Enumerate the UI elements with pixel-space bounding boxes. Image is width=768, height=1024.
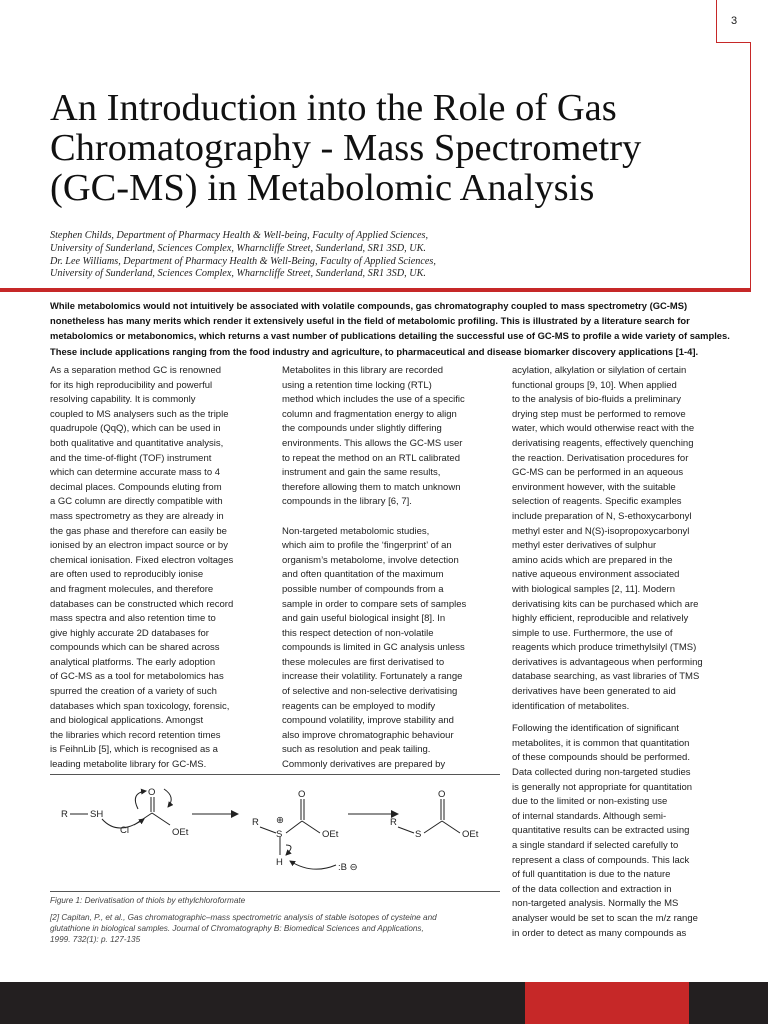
title-line: (GC-MS) in Metabolomic Analysis [50, 167, 595, 209]
text-line: leading metabolite library for GC-MS. [50, 759, 207, 771]
text-line: in order to detect as many compounds as [512, 927, 687, 939]
text-line: selection of reagents. Specific examples [512, 496, 682, 508]
text-line: instrument and gain the same results, [282, 467, 441, 479]
author-affiliations [50, 230, 730, 281]
text-line: native aqueous environment associated [512, 569, 680, 581]
text-line: chemical ionisation. Fixed electron voltages [50, 554, 234, 566]
text-line: methyl ester and N(S)-isopropoxycarbonyl [512, 525, 690, 537]
text-line: highly efficient, reproducible and relatively [512, 613, 689, 625]
page-number: 3 [716, 0, 751, 43]
label-oet: OEt [322, 829, 339, 840]
title-line: An Introduction into the Role of Gas [50, 87, 617, 129]
figure-caption: Figure 1: Derivatisation of thiols by ethylchloroformate [50, 896, 246, 905]
text-line: methyl ester derivatives of sulphur [512, 540, 657, 552]
text-line: increase their volatility. Fortunately a range [282, 671, 463, 683]
text-line: is FeihnLib [5], which is recognised as a [50, 744, 218, 756]
text-line: reagents can be employed to modify [282, 700, 436, 712]
label-o: O [148, 787, 156, 798]
author-line: Stephen Childs, Department of Pharmacy Health & Well-being, Faculty of Applied Sciences, [50, 230, 428, 241]
text-line: databases which span toxicology, forensic, [50, 700, 230, 712]
text-line: method which includes the use of a specific [282, 394, 465, 406]
text-line: Data collected during non-targeted studies [512, 767, 691, 779]
text-line: include preparation of N, S-ethoxycarbonyl [512, 510, 692, 522]
text-line: non-targeted analysis. Normally the MS [512, 898, 679, 910]
text-line: to the analysis of bio-fluids a preliminary [512, 394, 681, 406]
text-line: the libraries which record retention times [50, 729, 221, 741]
text-line: environment however, with the suitable [512, 481, 676, 493]
text-line: to repeat the method on an RTL calibrated [282, 452, 460, 464]
text-line: derivatising kits can be purchased which are [512, 598, 699, 610]
text-line: a GC column are directly compatible with [50, 496, 223, 508]
text-line: are often used to reproducibly ionise [50, 569, 204, 581]
body-column-2 [282, 364, 507, 773]
text-line: analyser would be set to scan the m/z range [512, 912, 698, 924]
text-line: As a separation method GC is renowned [50, 365, 222, 376]
intro-paragraph [50, 298, 740, 359]
reference-line: 1999. 732(1): p. 127-135 [50, 935, 141, 945]
text-line: coupled to MS analysers such as the triple [50, 408, 229, 420]
text-line: possible number of compounds from a [282, 583, 444, 595]
text-line: GC-MS can be performed in an aqueous [512, 467, 684, 479]
article-title [50, 88, 740, 208]
text-line: sample in order to compare sets of samples [282, 598, 467, 610]
text-line: which can determine accurate mass to 4 [50, 467, 221, 479]
intro-line: These include applications ranging from the food industry and agriculture, to pharmaceutical and disease biomarker discovery applications [1-4]. [50, 345, 699, 357]
text-line: spurred the creation of a variety of such [50, 686, 217, 698]
footer-accent-block [525, 982, 689, 1024]
text-line: the gas phase and therefore can easily be [50, 525, 227, 537]
text-line: is generally not appropriate for quantitation [512, 781, 693, 793]
label-sh: SH [90, 809, 104, 820]
text-line: resolving capability. It is commonly [50, 394, 196, 406]
paragraph [282, 525, 507, 773]
text-line: ionised by an electron impact source or by [50, 540, 228, 552]
label-oet: OEt [172, 827, 189, 838]
text-line: and often quantitation of the maximum [282, 569, 444, 581]
reference-line: glutathione in biological samples. Journal of Chromatography B: Biomedical Sciences and Applications, [50, 924, 424, 934]
text-line: acylation, alkylation or silylation of certain [512, 365, 687, 376]
label-s: S [276, 829, 283, 840]
text-line: organism’s metabolome, involve detection [282, 554, 459, 566]
label-r: R [252, 817, 259, 828]
text-line: database searching, as vast libraries of TMS [512, 671, 700, 683]
text-line: and biological applications. Amongst [50, 715, 204, 727]
text-line: mass spectra and also retention time to [50, 613, 216, 625]
text-line: the reaction. Derivatisation procedures for [512, 452, 689, 464]
text-line: these molecules are first derivatised to [282, 656, 445, 668]
text-line: reagents which produce trimethylsilyl (TMS) [512, 642, 697, 654]
text-line: databases can be constructed which record [50, 598, 234, 610]
paragraph [512, 364, 742, 714]
label-o: O [298, 789, 306, 800]
text-line: of full quantitation is due to the nature [512, 869, 671, 881]
reference-note [50, 912, 502, 946]
text-line: therefore allowing them to match unknown [282, 481, 461, 493]
text-line: derivatising reagents, effectively quenching [512, 437, 694, 449]
text-line: metabolites, it is common that quantitation [512, 737, 690, 749]
text-line: the compounds under slightly differing [282, 423, 442, 435]
text-line: compound volatility, improve stability and [282, 715, 454, 727]
text-line: Commonly derivatives are prepared by [282, 759, 446, 771]
text-line: quantitative results can be extracted using [512, 825, 690, 837]
text-line: compounds is limited in GC analysis unless [282, 642, 465, 654]
label-o: O [438, 789, 446, 800]
paragraph [512, 722, 742, 941]
text-line: due to the limited or non-existing use [512, 796, 668, 808]
label-oet: OEt [462, 829, 479, 840]
reaction-scheme [50, 775, 500, 891]
author-line: Dr. Lee Williams, Department of Pharmacy Health & Well-Being, Faculty of Applied Sciences, [50, 255, 436, 267]
text-line: derivatives is advantageous when performing [512, 656, 703, 668]
text-line: which aim to profile the ‘fingerprint’ of an [282, 540, 452, 552]
label-plus: ⊕ [276, 815, 284, 826]
text-line: of internal standards. Although semi- [512, 810, 667, 822]
label-base: :B ⊖ [338, 862, 358, 873]
intro-line: nonetheless has many merits which render it extensively useful in the field of metabolomic profiling. This is illustrated by a literature search for [50, 315, 690, 327]
text-line: environments. This allows the GC-MS user [282, 437, 463, 449]
text-line: Metabolites in this library are recorded [282, 365, 444, 376]
text-line: using a retention time locking (RTL) [282, 379, 432, 391]
right-border-line [750, 0, 751, 292]
text-line: a single standard if selected carefully to [512, 840, 679, 851]
text-line: quadrupole (QqQ), which can be used in [50, 423, 221, 435]
text-line: such as resolution and peak tailing. [282, 744, 431, 756]
paragraph [282, 364, 507, 510]
text-line: column and fragmentation energy to align [282, 408, 457, 420]
text-line: with biological samples [2, 11]. Modern [512, 583, 675, 595]
author-line: University of Sunderland, Sciences Complex, Wharncliffe Street, Sunderland, SR1 3SD, UK. [50, 242, 426, 254]
red-divider [0, 288, 751, 292]
body-column-1 [50, 364, 275, 773]
text-line: amino acids which are prepared in the [512, 554, 673, 566]
label-r: R [390, 817, 397, 828]
text-line: decimal places. Compounds eluting from [50, 481, 222, 493]
text-line: of the data collection and extraction in [512, 883, 672, 895]
text-line: identification of metabolites. [512, 700, 630, 712]
text-line: and gain useful biological insight [8]. In [282, 613, 446, 625]
intro-line: While metabolomics would not intuitively be associated with volatile compounds, gas chromatography coupled to mass spectrometry (GC-MS) [50, 300, 688, 311]
text-line: for its high reproducibility and powerful [50, 379, 213, 391]
label-h: H [276, 857, 283, 868]
text-line: simple to use. Furthermore, the use of [512, 627, 673, 639]
text-line: of GC-MS as a tool for metabolomics has [50, 671, 224, 683]
text-line: both qualitative and quantitative analysis, [50, 437, 224, 449]
text-line: of these compounds should be performed. [512, 752, 690, 764]
text-line: functional groups [9, 10]. When applied [512, 379, 677, 391]
author-line: University of Sunderland, Sciences Complex, Wharncliffe Street, Sunderland, SR1 3SD, UK. [50, 268, 426, 280]
text-line: compounds in the library [6, 7]. [282, 496, 412, 508]
text-line: give highly accurate 2D databases for [50, 627, 209, 639]
label-r: R [61, 809, 68, 820]
text-line: also improve chromatographic behaviour [282, 729, 454, 741]
text-line: compounds which can be shared across [50, 642, 220, 654]
text-line: Following the identification of significant [512, 723, 679, 735]
text-line: Non-targeted metabolomic studies, [282, 525, 430, 537]
text-line: analytical platforms. The early adoption [50, 656, 216, 668]
reference-line: [2] Capitan, P., et al., Gas chromatographic–mass spectrometric analysis of stable isotopes of cysteine and [50, 913, 437, 922]
text-line: mass spectrometry as they are already in [50, 510, 224, 522]
title-line: Chromatography - Mass Spectrometry [50, 127, 642, 169]
text-line: this respect detection of non-volatile [282, 627, 434, 639]
text-line: water, which would otherwise react with the [512, 423, 695, 435]
text-line: drying step must be performed to remove [512, 408, 686, 420]
body-column-3 [512, 364, 742, 941]
label-s: S [415, 829, 422, 840]
reaction-figure [50, 774, 500, 892]
text-line: of selective and non-selective derivatising [282, 686, 458, 698]
text-line: derivatives have been generated to aid [512, 686, 676, 698]
text-line: represent a class of compounds. This lack [512, 854, 690, 866]
text-line: and the time-of-flight (TOF) instrument [50, 452, 212, 464]
label-cl: Cl [120, 825, 129, 836]
intro-line: metabolomics or metabonomics, which returns a vast number of publications detailing the successful use of GC-MS to profile a wide variety of samples. [50, 330, 730, 342]
text-line: and fragment molecules, and therefore [50, 583, 214, 595]
